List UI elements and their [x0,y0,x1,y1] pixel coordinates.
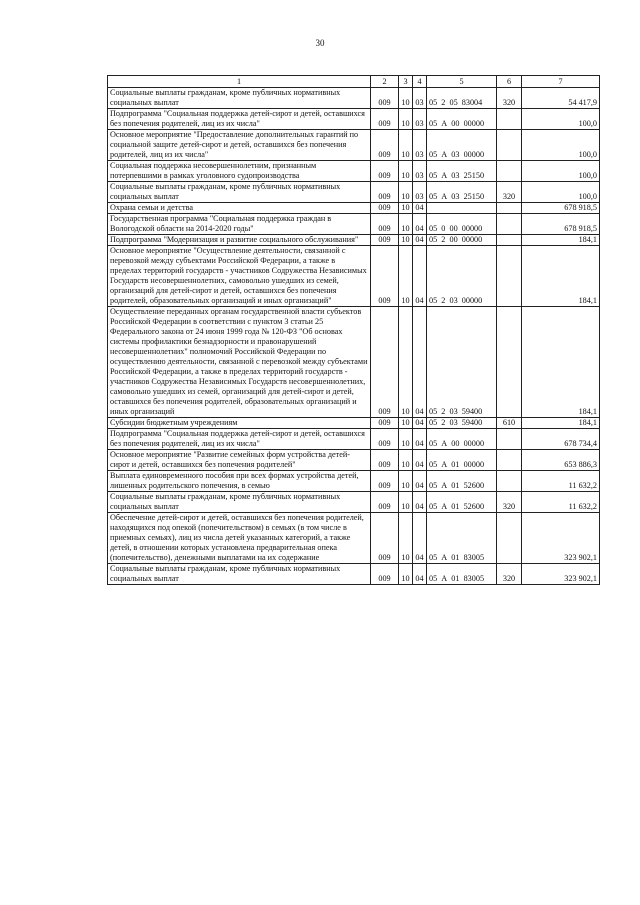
expense-type-cell [497,307,522,418]
row-name-cell: Социальная поддержка несовершеннолетним, признанным потерпевшими в рамках уголовного судопроизводства [108,161,371,182]
section-code-cell: 10 [399,203,413,214]
row-name-cell: Основное мероприятие "Предоставление дополнительных гарантий по социальной защите детей-сирот и детей, оставшихся без попечения родителей, лиц из их числа" [108,130,371,161]
ministry-code-cell: 009 [371,182,399,203]
amount-cell: 653 886,3 [522,450,600,471]
expense-type-cell: 610 [497,418,522,429]
table-header-row [108,76,600,88]
target-article-cell: 05 А 00 00000 [427,109,497,130]
ministry-code-cell: 009 [371,88,399,109]
target-article-cell: 05 А 00 00000 [427,429,497,450]
row-name-cell: Социальные выплаты гражданам, кроме публичных нормативных социальных выплат [108,88,371,109]
target-article-cell [427,203,497,214]
section-code-cell: 10 [399,307,413,418]
amount-cell: 323 902,1 [522,513,600,564]
ministry-code-cell: 009 [371,418,399,429]
subsection-code-cell: 04 [413,203,427,214]
expense-type-cell [497,450,522,471]
table-row [108,203,600,214]
target-article-cell: 05 А 01 83005 [427,564,497,585]
target-article-cell: 05 2 00 00000 [427,235,497,246]
table-row [108,246,600,307]
expense-type-cell [497,161,522,182]
ministry-code-cell: 009 [371,492,399,513]
ministry-code-cell: 009 [371,307,399,418]
ministry-code-cell: 009 [371,564,399,585]
ministry-code-cell: 009 [371,161,399,182]
subsection-code-cell: 03 [413,109,427,130]
amount-cell: 11 632,2 [522,492,600,513]
section-code-cell: 10 [399,161,413,182]
table-row [108,130,600,161]
row-name-cell: Основное мероприятие "Осуществление деятельности, связанной с перевозкой между субъектами Российской Федерации, а также в пределах территорий государств - участников Содружества Независимых Государств несовершеннолетних, самовольно ушедших из семей, организаций для детей-сирот и детей, оставшихся без попечения родителей, образовательных организаций и иных организаций" [108,246,371,307]
section-code-cell: 10 [399,109,413,130]
header-col-6: 6 [497,76,522,88]
target-article-cell: 05 А 03 25150 [427,182,497,203]
subsection-code-cell: 04 [413,214,427,235]
ministry-code-cell: 009 [371,246,399,307]
row-name-cell: Подпрограмма "Социальная поддержка детей-сирот и детей, оставшихся без попечения родителей, лиц из их числа" [108,109,371,130]
table-row [108,492,600,513]
expense-type-cell [497,246,522,307]
header-col-3: 3 [399,76,413,88]
header-col-5: 5 [427,76,497,88]
expense-type-cell [497,513,522,564]
subsection-code-cell: 03 [413,161,427,182]
amount-cell: 100,0 [522,161,600,182]
table-row [108,471,600,492]
amount-cell: 54 417,9 [522,88,600,109]
section-code-cell: 10 [399,214,413,235]
target-article-cell: 05 А 01 52600 [427,471,497,492]
target-article-cell: 05 А 01 52600 [427,492,497,513]
row-name-cell: Обеспечение детей-сирот и детей, оставшихся без попечения родителей, находящихся под опекой (попечительством) в семьях (в том числе в приемных семьях), лиц из числа детей указанных категорий, а также детей, в отношении которых установлена предварительная опека (попечительство), денежными выплатами на их содержание [108,513,371,564]
amount-cell: 323 902,1 [522,564,600,585]
subsection-code-cell: 04 [413,564,427,585]
subsection-code-cell: 04 [413,418,427,429]
subsection-code-cell: 04 [413,246,427,307]
page-number: 30 [315,38,325,48]
ministry-code-cell: 009 [371,235,399,246]
subsection-code-cell: 03 [413,88,427,109]
table-row [108,235,600,246]
table-row [108,564,600,585]
target-article-cell: 05 2 05 83004 [427,88,497,109]
row-name-cell: Основное мероприятие "Развитие семейных форм устройства детей-сирот и детей, оставшихся без попечения родителей" [108,450,371,471]
table-row [108,450,600,471]
ministry-code-cell: 009 [371,130,399,161]
expense-type-cell: 320 [497,564,522,585]
section-code-cell: 10 [399,564,413,585]
expense-type-cell: 320 [497,88,522,109]
header-col-7: 7 [522,76,600,88]
table-row [108,109,600,130]
expense-type-cell [497,109,522,130]
expense-type-cell [497,214,522,235]
subsection-code-cell: 04 [413,471,427,492]
expense-type-cell [497,130,522,161]
header-col-2: 2 [371,76,399,88]
amount-cell: 100,0 [522,182,600,203]
amount-cell: 184,1 [522,246,600,307]
subsection-code-cell: 03 [413,182,427,203]
table-row [108,307,600,418]
row-name-cell: Государственная программа "Социальная поддержка граждан в Вологодской области на 2014-2020 годы" [108,214,371,235]
ministry-code-cell: 009 [371,109,399,130]
table-row [108,418,600,429]
subsection-code-cell: 04 [413,429,427,450]
amount-cell: 678 918,5 [522,214,600,235]
expense-type-cell: 320 [497,182,522,203]
table-row [108,88,600,109]
expense-type-cell [497,235,522,246]
subsection-code-cell: 04 [413,307,427,418]
row-name-cell: Охрана семьи и детства [108,203,371,214]
row-name-cell: Подпрограмма "Социальная поддержка детей-сирот и детей, оставшихся без попечения родителей, лиц из их числа" [108,429,371,450]
amount-cell: 184,1 [522,307,600,418]
ministry-code-cell: 009 [371,513,399,564]
section-code-cell: 10 [399,88,413,109]
expense-type-cell [497,429,522,450]
target-article-cell: 05 0 00 00000 [427,214,497,235]
section-code-cell: 10 [399,471,413,492]
amount-cell: 184,1 [522,418,600,429]
subsection-code-cell: 04 [413,235,427,246]
row-name-cell: Подпрограмма "Модернизация и развитие социального обслуживания" [108,235,371,246]
expense-type-cell [497,203,522,214]
amount-cell: 100,0 [522,109,600,130]
subsection-code-cell: 04 [413,450,427,471]
section-code-cell: 10 [399,450,413,471]
amount-cell: 184,1 [522,235,600,246]
target-article-cell: 05 А 01 83005 [427,513,497,564]
amount-cell: 11 632,2 [522,471,600,492]
subsection-code-cell: 04 [413,513,427,564]
target-article-cell: 05 А 01 00000 [427,450,497,471]
section-code-cell: 10 [399,130,413,161]
target-article-cell: 05 2 03 59400 [427,418,497,429]
table-row [108,214,600,235]
subsection-code-cell: 04 [413,492,427,513]
target-article-cell: 05 А 03 00000 [427,130,497,161]
budget-table [107,75,600,585]
ministry-code-cell: 009 [371,203,399,214]
section-code-cell: 10 [399,182,413,203]
ministry-code-cell: 009 [371,450,399,471]
row-name-cell: Социальные выплаты гражданам, кроме публичных нормативных социальных выплат [108,564,371,585]
target-article-cell: 05 2 03 59400 [427,307,497,418]
section-code-cell: 10 [399,492,413,513]
ministry-code-cell: 009 [371,471,399,492]
ministry-code-cell: 009 [371,214,399,235]
row-name-cell: Осуществление переданных органам государственной власти субъектов Российской Федерации в соответствии с пунктом 3 статьи 25 Федерального закона от 24 июня 1999 года № 120-ФЗ "Об основах системы профилактики безнадзорности и правонарушений несовершеннолетних" полномочий Российской Федерации по осуществлению деятельности, связанной с перевозкой между субъектами Российской Федерации, а также в пределах территорий государств - участников Содружества Независимых Государств несовершеннолетних, самовольно ушедших из семей, организаций для детей-сирот и детей, оставшихся без попечения родителей, образовательных организаций и иных организаций [108,307,371,418]
section-code-cell: 10 [399,429,413,450]
section-code-cell: 10 [399,235,413,246]
section-code-cell: 10 [399,418,413,429]
table-row [108,182,600,203]
expense-type-cell: 320 [497,492,522,513]
amount-cell: 678 734,4 [522,429,600,450]
header-col-1: 1 [108,76,371,88]
amount-cell: 100,0 [522,130,600,161]
row-name-cell: Социальные выплаты гражданам, кроме публичных нормативных социальных выплат [108,182,371,203]
ministry-code-cell: 009 [371,429,399,450]
expense-type-cell [497,471,522,492]
section-code-cell: 10 [399,513,413,564]
target-article-cell: 05 А 03 25150 [427,161,497,182]
row-name-cell: Социальные выплаты гражданам, кроме публичных нормативных социальных выплат [108,492,371,513]
table-row [108,513,600,564]
table-row [108,429,600,450]
target-article-cell: 05 2 03 00000 [427,246,497,307]
header-col-4: 4 [413,76,427,88]
subsection-code-cell: 03 [413,130,427,161]
row-name-cell: Субсидии бюджетным учреждениям [108,418,371,429]
amount-cell: 678 918,5 [522,203,600,214]
section-code-cell: 10 [399,246,413,307]
row-name-cell: Выплата единовременного пособия при всех формах устройства детей, лишенных родительского попечения, в семью [108,471,371,492]
table-row [108,161,600,182]
